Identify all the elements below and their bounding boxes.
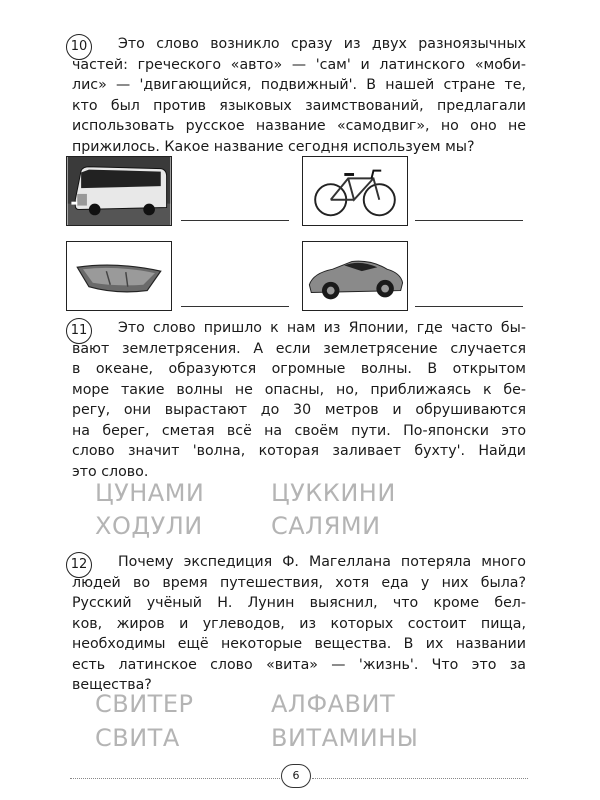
- question-number-10: 10: [66, 34, 92, 60]
- text-line: кто был против языковых заимствований, предлагали: [72, 97, 526, 114]
- text-line: море такие волны не опасны, но, приближаясь к бе-: [72, 381, 526, 398]
- text-line: есть латинское слово «вита» — 'жизнь'. Что это за: [72, 656, 526, 673]
- option-vitaminy[interactable]: ВИТАМИНЫ: [271, 724, 419, 752]
- text-line: использовать русское название «самодвиг», но оно не: [72, 118, 526, 134]
- answer-line[interactable]: [415, 306, 523, 307]
- text-line: необходимы ещё некоторые вещества. В их названии: [72, 636, 526, 652]
- text-line: прижилось. Какое название сегодня используем мы?: [72, 138, 475, 155]
- text-line: регу, они вырастают до 30 метров и обрушиваются: [72, 402, 526, 418]
- text-line: Это слово пришло к нам из Японии, где часто бы-: [118, 320, 526, 336]
- bicycle-icon: [303, 157, 407, 225]
- car-icon: [303, 242, 407, 310]
- text-line: Русский учёный Н. Лунин выяснил, что кроме бел-: [72, 595, 526, 611]
- car-image: [302, 241, 408, 311]
- option-tsunami[interactable]: ЦУНАМИ: [95, 479, 205, 507]
- bus-image: [66, 156, 172, 226]
- option-svita[interactable]: СВИТА: [95, 724, 180, 752]
- text-line: людей во время путешествия, хотя еда у них была?: [72, 574, 526, 591]
- page-number: 6: [281, 764, 311, 788]
- text-line: вещества?: [72, 677, 152, 693]
- boat-icon: [67, 242, 171, 310]
- option-sviter[interactable]: СВИТЕР: [95, 690, 194, 718]
- footer-divider-left: [70, 778, 280, 779]
- text-line: Почему экспедиция Ф. Магеллана потеряла много: [118, 554, 526, 570]
- option-salyami[interactable]: САЛЯМИ: [271, 512, 381, 540]
- option-khoduli[interactable]: ХОДУЛИ: [95, 512, 203, 540]
- footer-divider-right: [312, 778, 528, 779]
- text-line: лис» — 'двигающийся, подвижный'. В нашей стране те,: [72, 77, 526, 93]
- answer-line[interactable]: [181, 306, 289, 307]
- answer-line[interactable]: [415, 220, 523, 221]
- bus-icon: [67, 157, 171, 225]
- bicycle-image: [302, 156, 408, 226]
- question-number-12: 12: [66, 552, 92, 578]
- text-line: в океане, образуются огромные волны. В открытом: [72, 361, 526, 377]
- text-line: частей: греческого «авто» — 'сам' и латинского «моби-: [72, 56, 526, 73]
- question-number-11: 11: [66, 318, 92, 344]
- text-line: слово значит 'волна, которая заливает бухту'. Найди: [72, 443, 526, 459]
- boat-image: [66, 241, 172, 311]
- option-tsukkini[interactable]: ЦУККИНИ: [271, 479, 396, 507]
- text-line: вают землетрясения. А если землетрясение случается: [72, 340, 526, 357]
- text-line: Это слово возникло сразу из двух разноязычных: [118, 36, 526, 52]
- text-line: это слово.: [72, 463, 149, 480]
- option-alfavit[interactable]: АЛФАВИТ: [271, 690, 396, 718]
- answer-line[interactable]: [181, 220, 289, 221]
- text-line: на берег, сметая всё на своём пути. По-японски это: [72, 422, 526, 439]
- text-line: ков, жиров и углеводов, из которых состоит пища,: [72, 615, 526, 632]
